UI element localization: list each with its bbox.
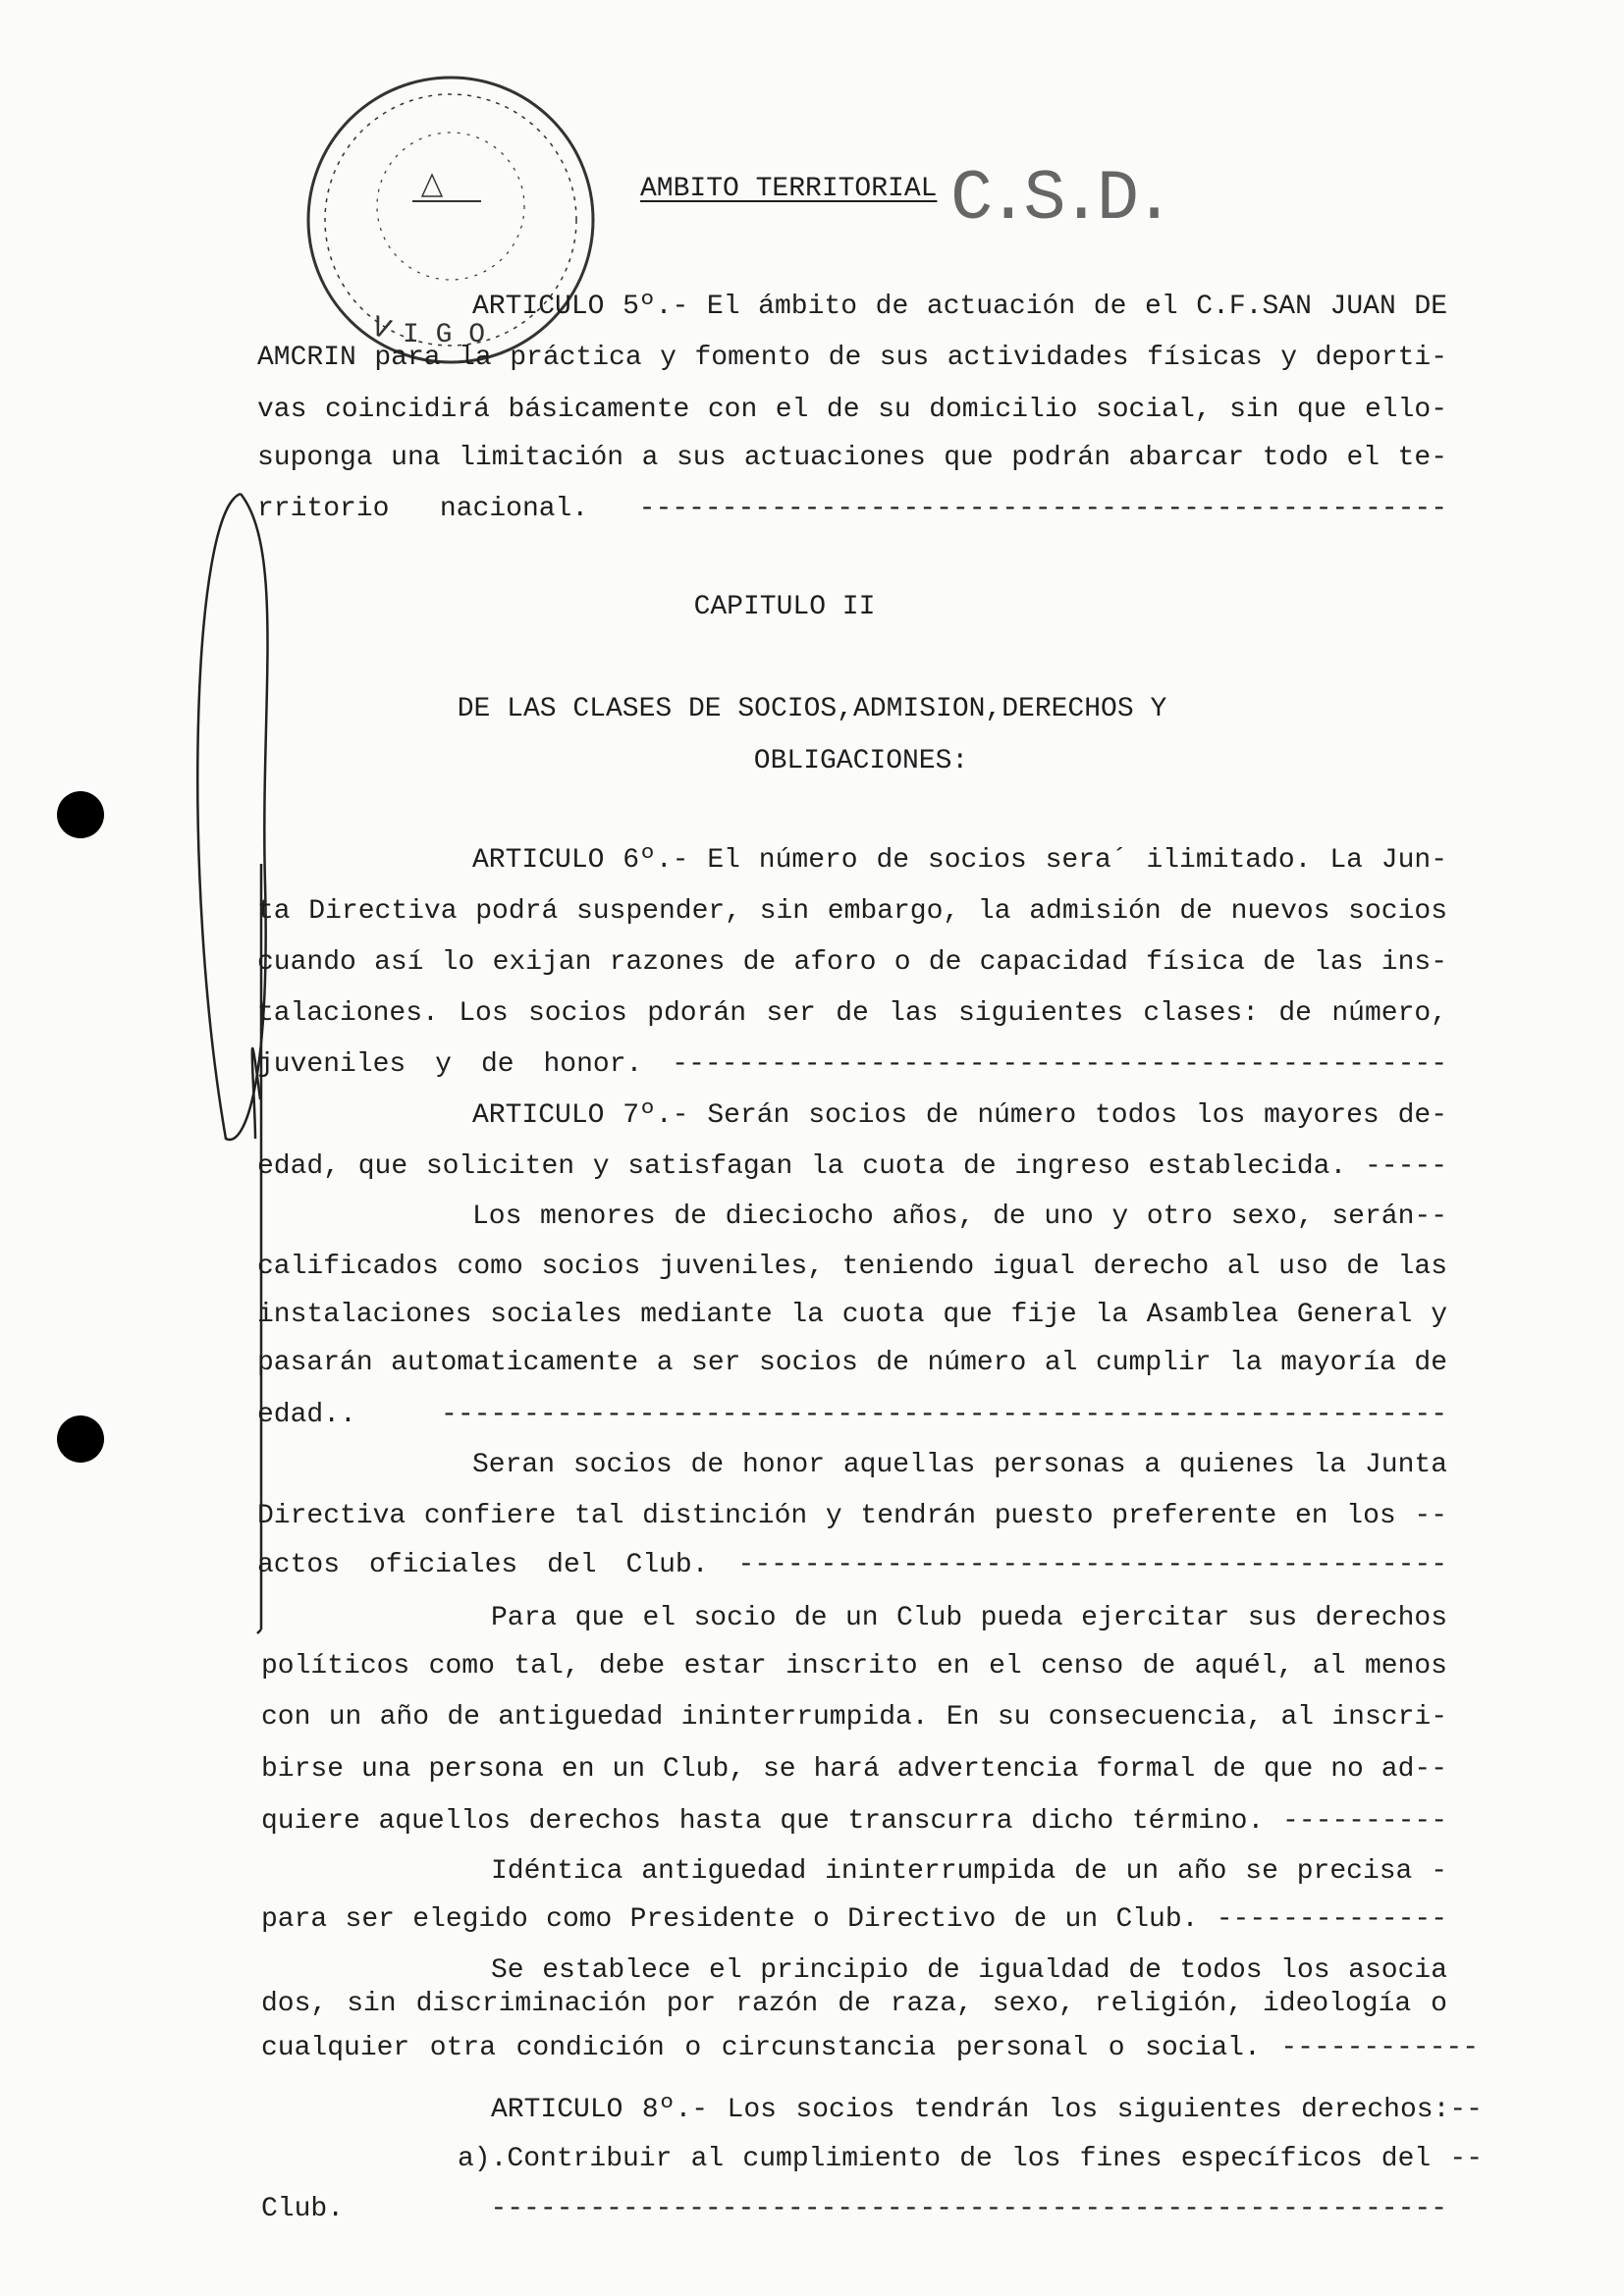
body-line: ARTICULO 8º.- Los socios tendrán los siguientes derechos:-- bbox=[491, 2095, 1483, 2125]
section-title: AMBITO TERRITORIAL bbox=[640, 174, 938, 204]
body-line: birse una persona en un Club, se hará advertencia formal de que no ad-- bbox=[261, 1754, 1447, 1785]
body-line: pasarán automaticamente a ser socios de número al cumplir la mayoría de bbox=[257, 1348, 1447, 1378]
body-line: Idéntica antiguedad ininterrumpida de un año se precisa - bbox=[491, 1856, 1447, 1887]
body-line: políticos como tal, debe estar inscrito en el censo de aquél, al menos bbox=[261, 1651, 1447, 1682]
body-line: dos, sin discriminación por razón de raza, sexo, religión, ideología o bbox=[261, 1989, 1447, 2019]
article-5-line: suponga una limitación a sus actuaciones que podrán abarcar todo el te- bbox=[257, 443, 1447, 473]
body-line: con un año de antiguedad ininterrumpida. En su consecuencia, al inscri- bbox=[261, 1702, 1447, 1733]
body-line: edad.. ------------------------------------------------------------- bbox=[257, 1400, 1447, 1430]
body-line: Para que el socio de un Club pueda ejercitar sus derechos bbox=[491, 1603, 1447, 1633]
article-5-line: rritorio nacional. ------------------------------------------------- bbox=[257, 494, 1447, 524]
chapter-heading-line-1: DE LAS CLASES DE SOCIOS,ADMISION,DERECHOS Y bbox=[457, 694, 1167, 724]
article-5-line: AMCRIN para la práctica y fomento de sus actividades físicas y deporti- bbox=[257, 343, 1447, 373]
body-line: cualquier otra condición o circunstancia personal o social. ------------ bbox=[261, 2033, 1479, 2063]
body-line: Los menores de dieciocho años, de uno y otro sexo, serán-- bbox=[472, 1201, 1447, 1232]
article-5-line: ARTICULO 5º.- El ámbito de actuación de el C.F.SAN JUAN DE bbox=[472, 292, 1447, 322]
body-line: cuando así lo exijan razones de aforo o de capacidad física de las ins- bbox=[257, 947, 1447, 978]
perforation-text: C.S.D. bbox=[950, 159, 1170, 240]
chapter-heading-line-2: OBLIGACIONES: bbox=[753, 746, 969, 776]
body-line: calificados como socios juveniles, teniendo igual derecho al uso de las bbox=[257, 1252, 1447, 1282]
body-line: para ser elegido como Presidente o Directivo de un Club. -------------- bbox=[261, 1904, 1447, 1935]
body-line: quiere aquellos derechos hasta que transcurra dicho término. ---------- bbox=[261, 1806, 1447, 1837]
body-line: ARTICULO 6º.- El número de socios sera´ ilimitado. La Jun- bbox=[472, 845, 1447, 876]
body-line: Club. ---------------------------------------------------------- bbox=[261, 2194, 1447, 2224]
body-line: Se establece el principio de igualdad de todos los asocia bbox=[491, 1955, 1447, 1986]
body-line: Directiva confiere tal distinción y tendrán puesto preferente en los -- bbox=[257, 1501, 1447, 1531]
body-line: talaciones. Los socios pdorán ser de las siguientes clases: de número, bbox=[257, 998, 1447, 1029]
body-line: Seran socios de honor aquellas personas a quienes la Junta bbox=[472, 1450, 1447, 1480]
body-line: instalaciones sociales mediante la cuota que fije la Asamblea General y bbox=[257, 1300, 1447, 1330]
body-line: actos oficiales del Club. ------------------------------------------- bbox=[257, 1550, 1447, 1580]
body-line: a).Contribuir al cumplimiento de los fines específicos del -- bbox=[458, 2144, 1483, 2174]
stamp-city-2: I G O bbox=[403, 320, 486, 350]
article-5-line: vas coincidirá básicamente con el de su domicilio social, sin que ello- bbox=[257, 395, 1447, 425]
body-line: edad, que soliciten y satisfagan la cuota de ingreso establecida. ----- bbox=[257, 1151, 1447, 1182]
stamp-city: V bbox=[366, 310, 395, 348]
chapter-title: CAPITULO II bbox=[693, 592, 876, 622]
body-line: juveniles y de honor. ----------------------------------------------- bbox=[257, 1049, 1447, 1080]
body-line: ARTICULO 7º.- Serán socios de número todos los mayores de- bbox=[472, 1100, 1447, 1131]
body-line: ta Directiva podrá suspender, sin embargo, la admisión de nuevos socios bbox=[257, 896, 1447, 927]
